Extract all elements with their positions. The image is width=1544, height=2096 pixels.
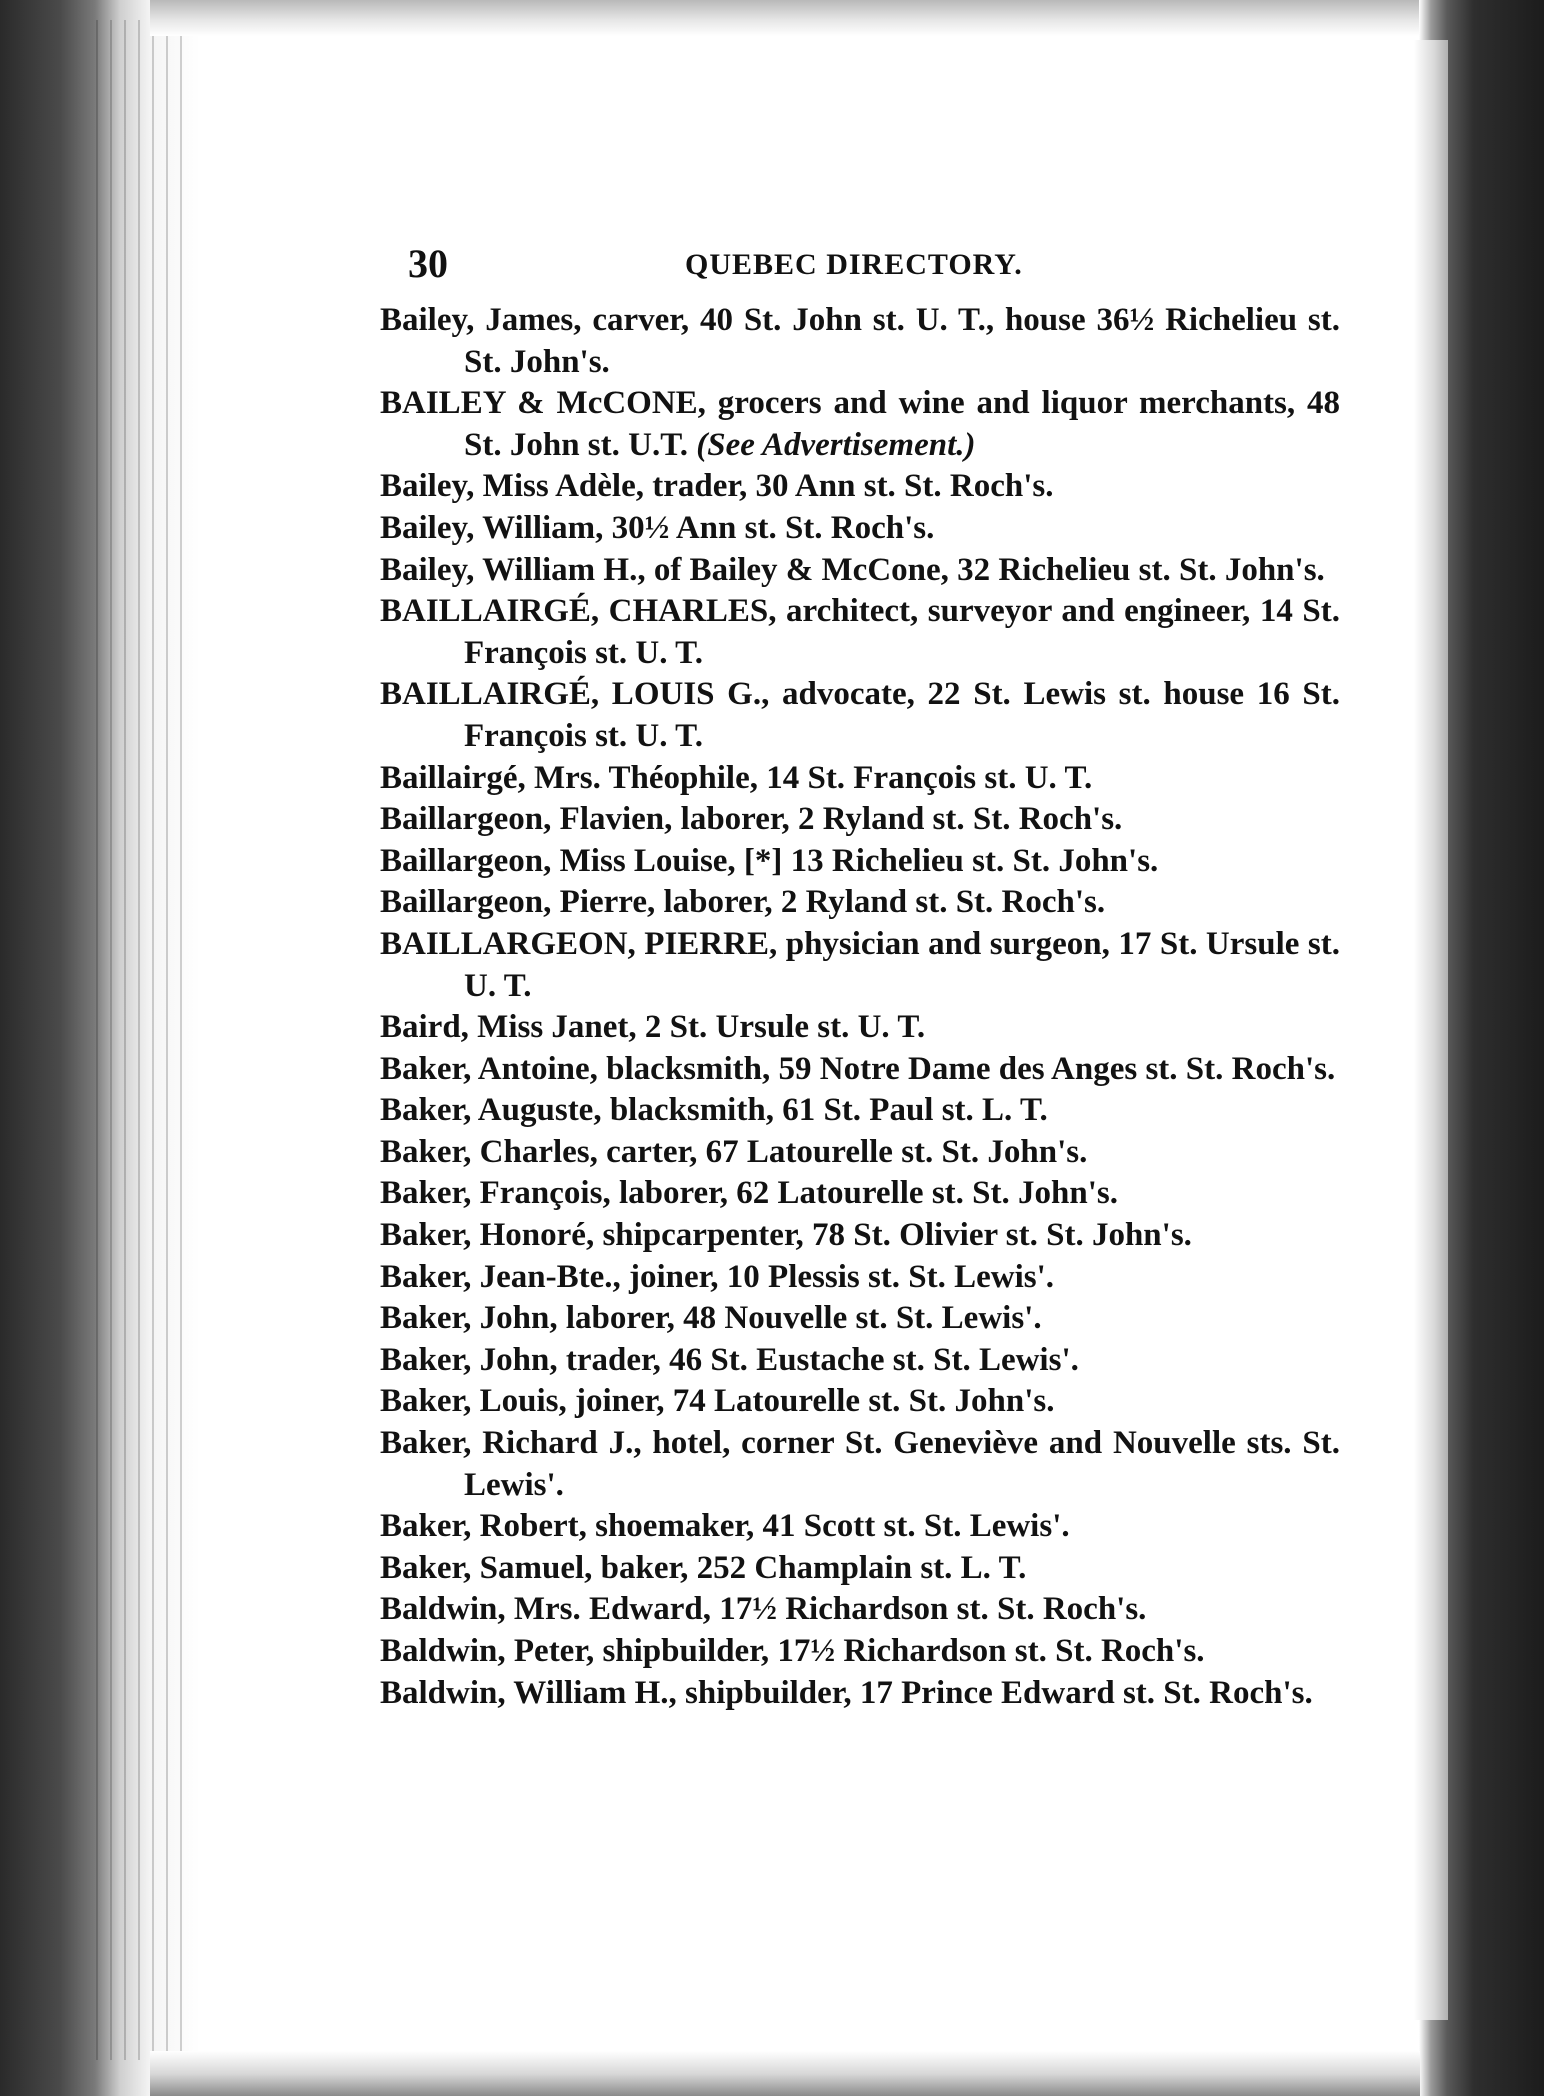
directory-entry: Baldwin, William H., shipbuilder, 17 Prince Edward st. St. Roch's.	[380, 1674, 1313, 1711]
page-stack-edges	[96, 20, 186, 2060]
directory-entry: Baldwin, Mrs. Edward, 17½ Richardson st. St. Roch's.	[380, 1591, 1147, 1628]
directory-entry: Baker, John, trader, 46 St. Eustache st. St. Lewis'.	[380, 1341, 1079, 1378]
page-number: 30	[408, 241, 448, 286]
directory-entry: Baillairgé, Mrs. Théophile, 14 St. François st. U. T.	[380, 759, 1093, 796]
directory-entry: Baker, John, laborer, 48 Nouvelle st. St. Lewis'.	[380, 1300, 1042, 1337]
directory-entry: Baker, Honoré, shipcarpenter, 78 St. Olivier st. St. John's.	[380, 1217, 1192, 1254]
directory-entry: Baillargeon, Miss Louise, [*] 13 Richelieu st. St. John's.	[380, 842, 1159, 879]
running-title: QUEBEC DIRECTORY.	[685, 248, 1023, 281]
directory-entry: Baker, Richard J., hotel, corner St. Geneviève and Nouvelle sts. St. Lewis'.	[380, 1425, 1340, 1503]
directory-entry: BAILLAIRGÉ, LOUIS G., advocate, 22 St. Lewis st. house 16 St. François st. U. T.	[380, 676, 1340, 754]
directory-entry: Bailey, Miss Adèle, trader, 30 Ann st. St. Roch's.	[380, 468, 1054, 505]
directory-entry: Baker, Louis, joiner, 74 Latourelle st. St. John's.	[380, 1383, 1055, 1420]
directory-entry: Baker, Samuel, baker, 252 Champlain st. L. T.	[380, 1549, 1027, 1586]
bottom-page-edge	[150, 2051, 1420, 2096]
advertisement-note: (See Advertisement.)	[696, 426, 976, 463]
directory-entry: Baker, François, laborer, 62 Latourelle st. St. John's.	[380, 1175, 1118, 1212]
directory-entry: BAILLARGEON, PIERRE, physician and surgeon, 17 St. Ursule st. U. T.	[380, 925, 1340, 1004]
directory-entry: Baldwin, Peter, shipbuilder, 17½ Richardson st. St. Roch's.	[380, 1633, 1205, 1669]
directory-entry: Baird, Miss Janet, 2 St. Ursule st. U. T.	[380, 1009, 926, 1046]
top-page-edge	[150, 0, 1450, 36]
directory-entry: Bailey, William H., of Bailey & McCone, 32 Richelieu st. St. John's.	[380, 551, 1325, 588]
right-page-lip	[1414, 40, 1448, 2020]
directory-entries	[380, 300, 1340, 1714]
directory-entry: Baker, Auguste, blacksmith, 61 St. Paul st. L. T.	[380, 1092, 1048, 1129]
directory-page	[380, 240, 1340, 1714]
page-header	[380, 240, 1340, 300]
directory-entry: BAILLAIRGÉ, CHARLES, architect, surveyor and engineer, 14 St. François st. U. T.	[380, 593, 1340, 671]
directory-entry: Baillargeon, Flavien, laborer, 2 Ryland st. St. Roch's.	[380, 801, 1123, 838]
directory-entry: Baillargeon, Pierre, laborer, 2 Ryland st. St. Roch's.	[380, 884, 1106, 921]
directory-entry: Baker, Charles, carter, 67 Latourelle st. St. John's.	[380, 1133, 1088, 1170]
directory-entry: BAILEY & McCONE, grocers and wine and liquor merchants, 48 St. John st. U.T. (See Advertisement.)	[380, 385, 1340, 463]
directory-entry: Baker, Jean-Bte., joiner, 10 Plessis st. St. Lewis'.	[380, 1258, 1055, 1295]
directory-entry: Baker, Antoine, blacksmith, 59 Notre Dame des Anges st. St. Roch's.	[380, 1050, 1336, 1087]
directory-entry: Bailey, James, carver, 40 St. John st. U. T., house 36½ Richelieu st. St. John's.	[380, 302, 1340, 380]
directory-entry: Bailey, William, 30½ Ann st. St. Roch's.	[380, 509, 935, 546]
directory-entry: Baker, Robert, shoemaker, 41 Scott st. St. Lewis'.	[380, 1508, 1070, 1545]
